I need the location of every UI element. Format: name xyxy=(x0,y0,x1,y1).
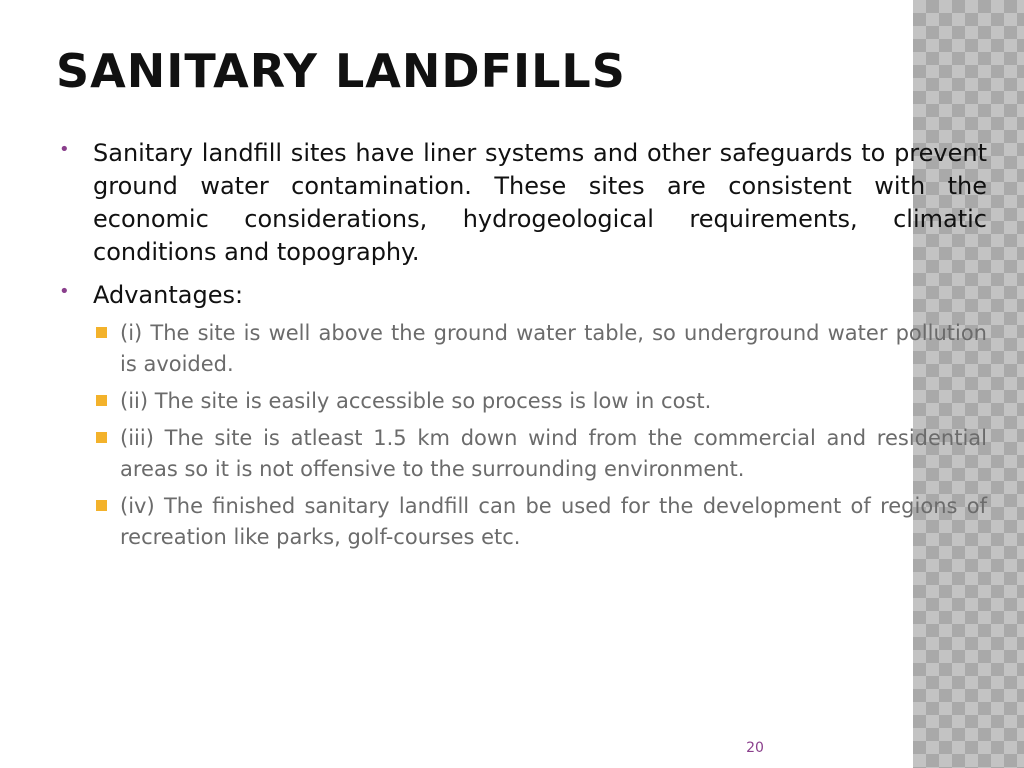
slide-title: SANITARY LANDFILLS xyxy=(56,44,626,98)
sub-bullet-text: (i) The site is well above the ground water table, so underground water pollution is avoided. xyxy=(120,321,987,376)
bullet-dot-icon: • xyxy=(59,281,70,302)
bullet-text: Advantages: xyxy=(93,281,244,309)
sub-bullet-item xyxy=(96,386,987,417)
slide-content xyxy=(58,137,987,559)
square-bullet-icon xyxy=(96,327,107,338)
page-number: 20 xyxy=(746,740,764,756)
sub-bullet-item xyxy=(96,318,987,380)
bullet-dot-icon: • xyxy=(59,139,70,160)
sub-bullet-item xyxy=(96,491,987,553)
sub-bullet-text: (iii) The site is atleast 1.5 km down wind from the commercial and residential areas so it is not offensive to the surrounding environment. xyxy=(120,426,987,481)
sub-bullet-text: (iv) The finished sanitary landfill can be used for the development of regions of recreation like parks, golf-courses etc. xyxy=(120,494,987,549)
advantages-list xyxy=(96,318,987,553)
sub-bullet-text: (ii) The site is easily accessible so process is low in cost. xyxy=(120,389,712,413)
bullet-item-advantages xyxy=(58,279,987,312)
sub-bullet-item xyxy=(96,423,987,485)
bullet-item xyxy=(58,137,987,269)
square-bullet-icon xyxy=(96,432,107,443)
bullet-text: Sanitary landfill sites have liner systems and other safeguards to prevent ground water contamination. These sites are consistent with the economic considerations, hydrogeological requirements, climatic conditions and topography. xyxy=(93,139,987,266)
square-bullet-icon xyxy=(96,500,107,511)
square-bullet-icon xyxy=(96,395,107,406)
